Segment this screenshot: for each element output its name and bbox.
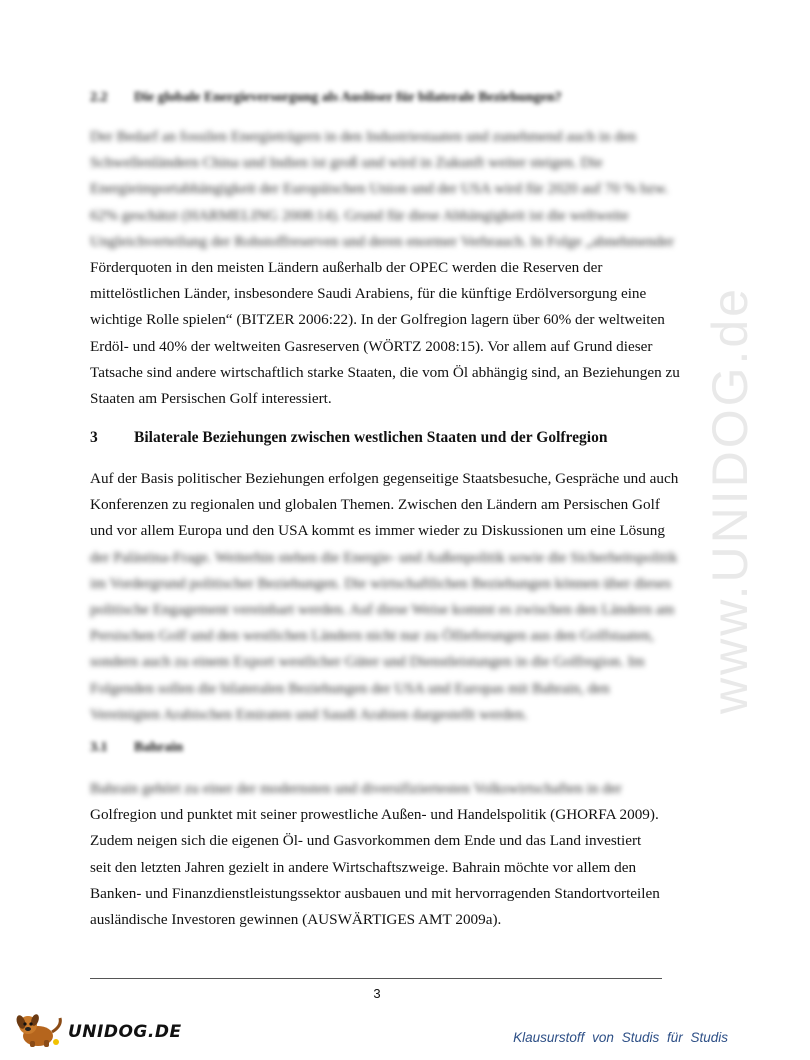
text-line: seit den letzten Jahren gezielt in andere Wirtschaftszweige. Bahrain möchte vor allem den [90,858,637,876]
section-2-2-heading [90,90,562,106]
text-line: im Vordergrund politischer Beziehungen. Die wirtschaftlichen Beziehungen können über dieses [90,574,672,592]
footer-divider [90,978,662,979]
section-number: 3 [90,429,98,446]
text-line: Vereinigten Arabischen Emiraten und Saudi Arabien dargestellt werden. [90,705,528,723]
blurred-text [90,124,680,255]
section-3-heading [90,429,607,447]
page-number: 3 [373,986,381,1001]
text-line: 62% geschätzt (HARMELING 2008:14). Grund für diese Abhängigkeit ist die weltweite [90,206,629,224]
unidog-logo [14,1012,182,1048]
paragraph-energy-supply [90,124,680,412]
text-line: ausländische Investoren gewinnen (AUSWÄRTIGES AMT 2009a). [90,911,502,929]
text-line: Persischen Golf und den westlichen Ländern nicht nur zu Öllieferungen aus den Golfstaaten, [90,627,654,645]
text-line: Bahrain gehört zu einer der modernsten und diversifiziertesten Volkswirtschaften in der [90,780,622,797]
paragraph-bilateral-relations [90,466,680,728]
text-line: Folgenden sollen die bilateralen Beziehungen der USA und Europas mit Bahrain, den [90,679,610,697]
text-line: Energieimportabhängigkeit der Europäischen Union und der USA wird für 2020 auf 70 % bzw. [90,180,669,198]
text-line: sondern auch zu einem Export westlicher Güter und Dienstleistungen in die Golfregion. Im [90,653,645,671]
blurred-text [90,776,680,802]
footer-tagline: Klausurstoff von Studis für Studis [513,1030,728,1045]
dog-mascot-icon [14,1012,66,1048]
text-line: mittelöstlichen Länder, insbesondere Saudi Arabiens, für die künftige Erdölversorgung eine [90,285,647,303]
section-title: Bilaterale Beziehungen zwischen westlichen Staaten und der Golfregion [134,429,608,446]
text-line: Zudem neigen sich die eigenen Öl- und Gasvorkommen dem Ende und das Land investiert [90,832,642,850]
text-line: wichtige Rolle spielen“ (BITZER 2006:22). In der Golfregion lagern über 60% der weltweiten [90,311,665,329]
text-line: Golfregion und punktet mit seiner prowestliche Außen- und Handelspolitik (GHORFA 2009). [90,806,659,824]
text-line: Staaten am Persischen Golf interessiert. [90,390,332,408]
text-line: und vor allem Europa und den USA kommt es immer wieder zu Diskussionen um eine Lösung [90,522,665,540]
text-line: Erdöl- und 40% der weltweiten Gasreserven (WÖRTZ 2008:15). Vor allem auf Grund dieser [90,337,653,355]
text-line: Schwellenländern China und Indien ist groß und wird in Zukunft weiter steigen. Die [90,154,603,172]
text-line: Auf der Basis politischer Beziehungen erfolgen gegenseitige Staatsbesuche, Gespräche und auch [90,470,679,487]
section-title: Die globale Energieversorgung als Auslöser für bilaterale Beziehungen? [134,90,562,105]
text-line: Förderquoten in den meisten Ländern außerhalb der OPEC werden die Reserven der [90,259,603,277]
watermark: www.UNIDOG.de [702,286,758,714]
text-line: Banken- und Finanzdienstleistungssektor ausbauen und mit hervorragenden Standortvorteilen [90,884,660,902]
text-line: der Palästina-Frage. Weiterhin stehen die Energie- und Außenpolitik sowie die Sicherheitspolitik [90,548,678,566]
section-number: 3.1 [90,740,108,755]
text-line: Konferenzen zu regionalen und globalen Themen. Zwischen den Ländern am Persischen Golf [90,496,660,514]
section-title: Bahrain [134,740,184,755]
section-3-1-heading [90,740,183,756]
paragraph-bahrain [90,776,680,933]
blurred-text [90,545,680,728]
text-line: Der Bedarf an fossilen Energieträgern in den Industriestaaten und zunehmend auch in den [90,128,637,145]
text-line: Ungleichverteilung der Rohstoffreserven und deren enormer Verbrauch. In Folge „abnehmender [90,232,674,250]
logo-text: UNIDOG.DE [68,1022,182,1042]
text-line: politische Engagement vereinbart werden. Auf diese Weise kommt es zwischen den Ländern am [90,601,675,619]
text-line: Tatsache sind andere wirtschaftlich starke Staaten, die vom Öl abhängig sind, an Beziehungen zu [90,363,680,381]
section-number: 2.2 [90,90,108,105]
